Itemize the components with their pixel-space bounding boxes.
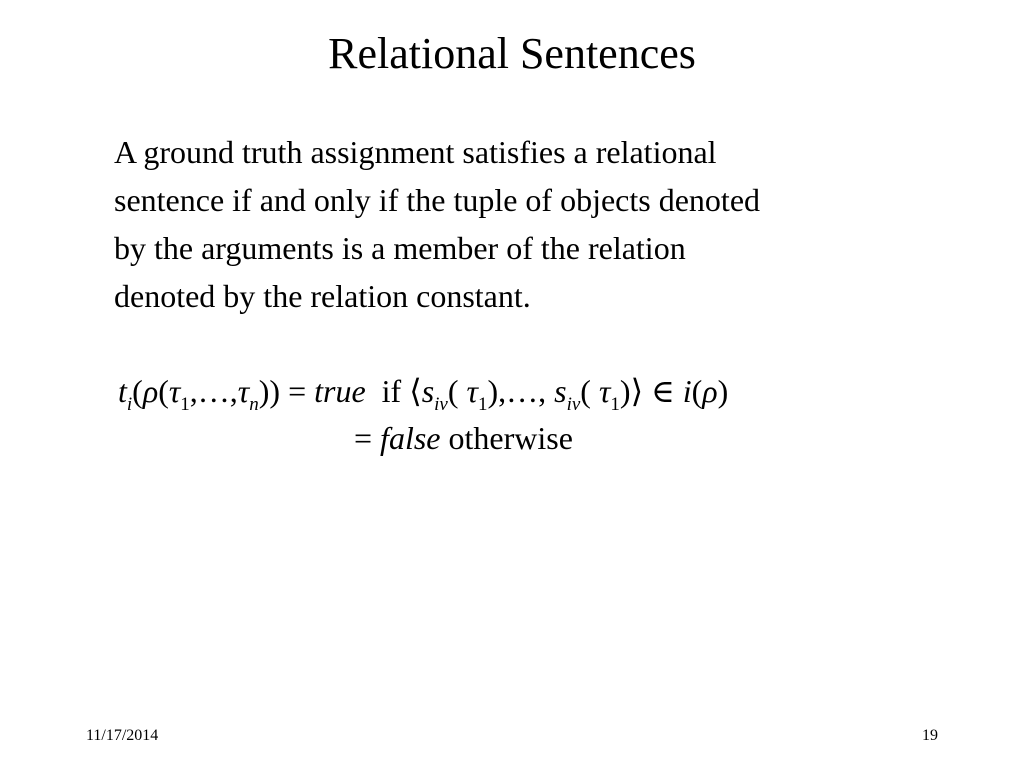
formula-line-1: $t_i(\rho(\tau_1,\dots,\tau_n))$ = true if $⟨s_{iv}$( $\tau_1),\dots$, $s_{iv}$( $\tau_1)⟩$ ∈ i(ρ) (118, 373, 729, 415)
formula-line-2: = false otherwise (354, 420, 573, 456)
footer-date: 11/17/2014 (86, 727, 159, 744)
body-line-4: denoted by the relation constant. (114, 278, 531, 314)
formula-word-otherwise: otherwise (448, 420, 573, 456)
slide-title: Relational Sentences (328, 29, 696, 78)
formula-word-true: true (314, 373, 366, 409)
formula-word-false: false (380, 420, 441, 456)
body-line-2: sentence if and only if the tuple of objects denoted (114, 182, 761, 218)
body-line-3: by the arguments is a member of the relation (114, 230, 686, 266)
body-line-1: A ground truth assignment satisfies a relational (114, 134, 717, 170)
formula-word-if: if (381, 373, 402, 409)
slide-body (114, 128, 934, 320)
footer-page-number: 19 (922, 727, 938, 744)
